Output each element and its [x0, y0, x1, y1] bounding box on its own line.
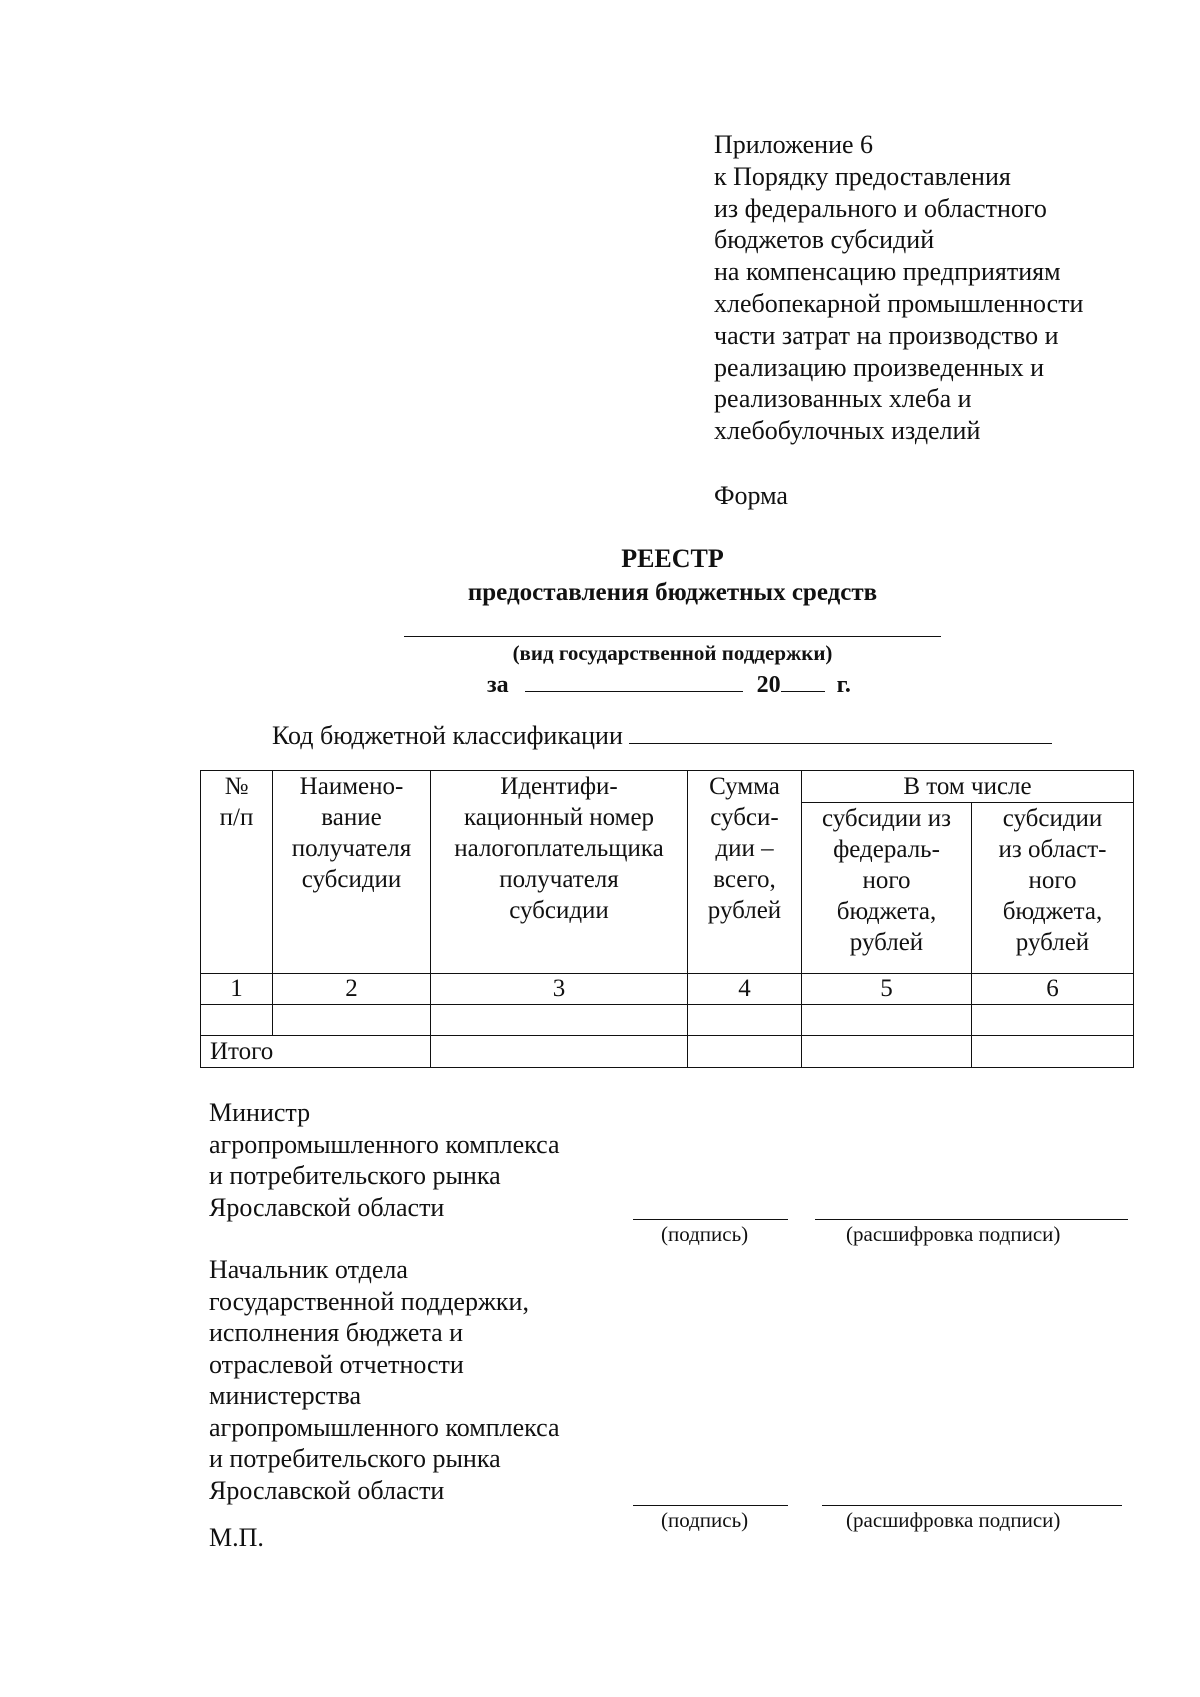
form-label: Форма — [714, 481, 788, 510]
appendix-line: хлебопекарной промышленности — [714, 288, 1084, 318]
column-number: 4 — [688, 974, 802, 1005]
appendix-line: из федерального и областного — [714, 193, 1047, 223]
budget-code-label: Код бюджетной классификации — [272, 721, 623, 750]
appendix-line: на компенсацию предприятиям — [714, 257, 1061, 287]
appendix-line: реализованных хлеба и — [714, 384, 972, 414]
registry-table — [200, 770, 1134, 1068]
table-cell — [431, 1036, 688, 1068]
period-suffix: г. — [836, 672, 851, 698]
stamp-label: М.П. — [209, 1523, 264, 1552]
budget-code-blank — [629, 719, 1052, 744]
support-type-blank-line — [404, 636, 941, 637]
table-cell — [972, 1005, 1134, 1036]
signatory-position-department-head: Начальник отдела государственной поддержки, исполнения бюджета и отраслевой отчетности министерства агропромышленного комплекса и потребительского рынка Ярославской области — [209, 1255, 560, 1505]
column-number: 5 — [802, 974, 972, 1005]
table-cell — [431, 1005, 688, 1036]
header-subsidy-total: Сумма субси- дии – всего, рублей — [688, 771, 802, 974]
table-cell — [273, 1005, 431, 1036]
signature-caption: (подпись) — [661, 1222, 749, 1246]
period-blank — [525, 669, 743, 692]
document-subtitle: предоставления бюджетных средств — [467, 579, 878, 606]
column-number: 1 — [201, 974, 273, 1005]
period-year: 20 — [756, 672, 781, 698]
table-row — [201, 1005, 1134, 1036]
header-num: № п/п — [201, 771, 273, 974]
column-number: 3 — [431, 974, 688, 1005]
appendix-line: хлебобулочных изделий — [714, 416, 981, 446]
budget-code-line — [272, 719, 1052, 751]
table-cell — [802, 1005, 972, 1036]
appendix-line: части затрат на производство и — [714, 320, 1059, 350]
signature-decoding-line — [815, 1219, 1128, 1220]
appendix-line: к Порядку предоставления — [714, 161, 1011, 191]
signature-line — [633, 1219, 788, 1220]
header-recipient-name: Наимено- вание получателя субсидии — [273, 771, 431, 974]
header-regional-subsidy: субсидии из област- ного бюджета, рублей — [972, 803, 1134, 974]
support-type-caption: (вид государственной поддержки) — [512, 641, 833, 665]
header-including: В том числе — [802, 771, 1134, 803]
period-line — [487, 669, 851, 699]
table-cell — [972, 1036, 1134, 1068]
column-number: 6 — [972, 974, 1134, 1005]
column-number: 2 — [273, 974, 431, 1005]
header-taxpayer-id: Идентифи- кационный номер налогоплательщика получателя субсидии — [431, 771, 688, 974]
total-label: Итого — [201, 1036, 431, 1068]
signatory-position-minister: Министр агропромышленного комплекса и потребительского рынка Ярославской области — [209, 1098, 560, 1222]
table-cell — [688, 1005, 802, 1036]
signature-caption: (подпись) — [661, 1508, 749, 1532]
signature-decoding-line — [822, 1505, 1122, 1506]
appendix-line: Приложение 6 — [714, 130, 874, 159]
signature-line — [633, 1505, 788, 1506]
header-federal-subsidy: субсидии из федераль- ного бюджета, рублей — [802, 803, 972, 974]
table-cell — [802, 1036, 972, 1068]
year-blank — [781, 669, 825, 692]
appendix-line: реализацию произведенных и — [714, 352, 1044, 382]
total-row — [201, 1036, 1134, 1068]
document-title: РЕЕСТР — [621, 544, 724, 573]
appendix-block — [714, 129, 1083, 447]
period-prefix: за — [487, 672, 509, 698]
table-cell — [201, 1005, 273, 1036]
appendix-line: бюджетов субсидий — [714, 225, 935, 255]
column-number-row — [201, 974, 1134, 1005]
signature-decoding-caption: (расшифровка подписи) — [846, 1222, 1061, 1246]
signature-decoding-caption: (расшифровка подписи) — [846, 1508, 1061, 1532]
table-cell — [688, 1036, 802, 1068]
table-header-row — [201, 771, 1134, 803]
